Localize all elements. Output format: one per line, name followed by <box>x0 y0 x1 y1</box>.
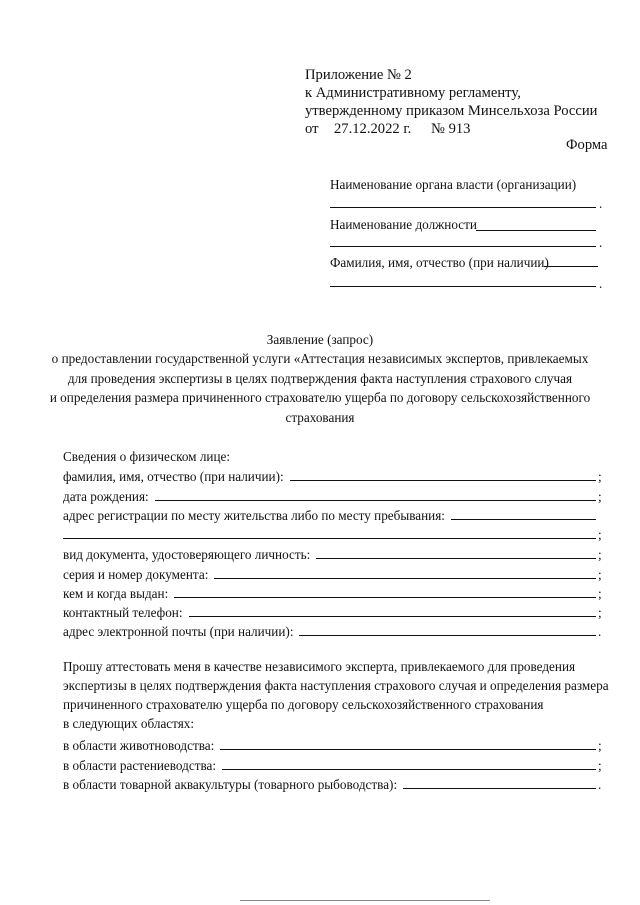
request-line-1: Прошу аттестовать меня в качестве независимого эксперта, привлекаемого для проведения <box>63 659 576 674</box>
birth-input-line[interactable] <box>155 500 596 501</box>
statement-title: Заявление (запрос) <box>266 332 374 347</box>
doc-type-label: вид документа, удостоверяющего личность: <box>63 546 311 562</box>
birth-semicolon: ; <box>598 488 602 504</box>
aqua-label: в области товарной аквакультуры (товарного рыбоводства): <box>63 776 398 792</box>
animal-semicolon: ; <box>598 737 602 753</box>
position-label: Наименование должности <box>330 217 477 232</box>
issued-row <box>63 584 604 600</box>
phone-label: контактный телефон: <box>63 604 183 620</box>
phone-input-line[interactable] <box>189 616 596 617</box>
statement-subtitle-4: страхования <box>285 410 355 425</box>
fio-input-line[interactable] <box>290 480 596 481</box>
address-input-line-2[interactable] <box>63 538 596 539</box>
plant-semicolon: ; <box>598 757 602 773</box>
page-bottom-edge <box>240 900 490 901</box>
address-row-2 <box>63 525 604 541</box>
appendix-approved: утвержденному приказом Минсельхоза России <box>305 103 598 119</box>
email-label: адрес электронной почты (при наличии): <box>63 623 294 639</box>
animal-row <box>63 736 604 752</box>
email-input-line[interactable] <box>299 635 596 636</box>
fio-field-1[interactable] <box>544 266 598 267</box>
fio-dot: . <box>599 276 603 291</box>
request-line-3: причиненного страхователю ущерба по договору сельскохозяйственного страхования <box>63 697 544 712</box>
phone-semicolon: ; <box>598 604 602 620</box>
appendix-order-number: № 913 <box>431 121 471 137</box>
address-row <box>63 506 604 522</box>
organ-label: Наименование органа власти (организации) <box>330 177 577 192</box>
doc-number-row <box>63 565 604 581</box>
fio-semicolon: ; <box>598 468 602 484</box>
person-heading: Сведения о физическом лице: <box>63 449 231 464</box>
form-label: Форма <box>566 137 608 153</box>
position-field-2[interactable] <box>330 246 596 247</box>
plant-input-line[interactable] <box>222 769 596 770</box>
doc-type-row <box>63 545 604 561</box>
statement-subtitle-2: для проведения экспертизы в целях подтверждения факта наступления страхового случая <box>67 371 573 386</box>
position-dot: . <box>599 235 603 250</box>
organ-field[interactable] <box>330 207 596 208</box>
organ-dot: . <box>599 196 603 211</box>
doc-number-semicolon: ; <box>598 566 602 582</box>
fio-row-label: фамилия, имя, отчество (при наличии): <box>63 468 284 484</box>
aqua-dot: . <box>598 776 602 792</box>
fio-field-2[interactable] <box>330 286 596 287</box>
aqua-input-line[interactable] <box>403 788 596 789</box>
position-field-1[interactable] <box>476 230 596 231</box>
animal-input-line[interactable] <box>220 749 596 750</box>
statement-subtitle-1: о предоставлении государственной услуги «Аттестация независимых экспертов, привлекаемых <box>51 351 589 366</box>
fio-label: Фамилия, имя, отчество (при наличии) <box>330 255 549 270</box>
address-input-line-1[interactable] <box>451 519 596 520</box>
plant-label: в области растениеводства: <box>63 757 217 773</box>
doc-number-input-line[interactable] <box>214 578 596 579</box>
issued-label: кем и когда выдан: <box>63 585 169 601</box>
request-line-2: экспертизы в целях подтверждения факта наступления страхового случая и определения размера <box>63 678 609 693</box>
email-dot: . <box>598 623 602 639</box>
doc-type-input-line[interactable] <box>316 558 596 559</box>
animal-label: в области животноводства: <box>63 737 215 753</box>
plant-row <box>63 756 604 772</box>
address-semicolon: ; <box>598 526 602 542</box>
issued-semicolon: ; <box>598 585 602 601</box>
fio-row <box>63 467 604 483</box>
appendix-date: 27.12.2022 г. <box>334 121 412 137</box>
request-line-4: в следующих областях: <box>63 716 195 731</box>
appendix-number: Приложение № 2 <box>305 67 412 83</box>
birth-label: дата рождения: <box>63 488 149 504</box>
address-label: адрес регистрации по месту жительства либо по месту пребывания: <box>63 507 445 523</box>
doc-type-semicolon: ; <box>598 546 602 562</box>
doc-number-label: серия и номер документа: <box>63 566 209 582</box>
appendix-regulation: к Административному регламенту, <box>305 85 521 101</box>
statement-subtitle-3: и определения размера причиненного страхователю ущерба по договору сельскохозяйственного <box>49 390 591 405</box>
aqua-row <box>63 775 604 791</box>
phone-row <box>63 603 604 619</box>
birth-row <box>63 487 604 503</box>
appendix-date-prefix: от <box>305 121 319 137</box>
email-row <box>63 622 604 638</box>
issued-input-line[interactable] <box>174 597 596 598</box>
